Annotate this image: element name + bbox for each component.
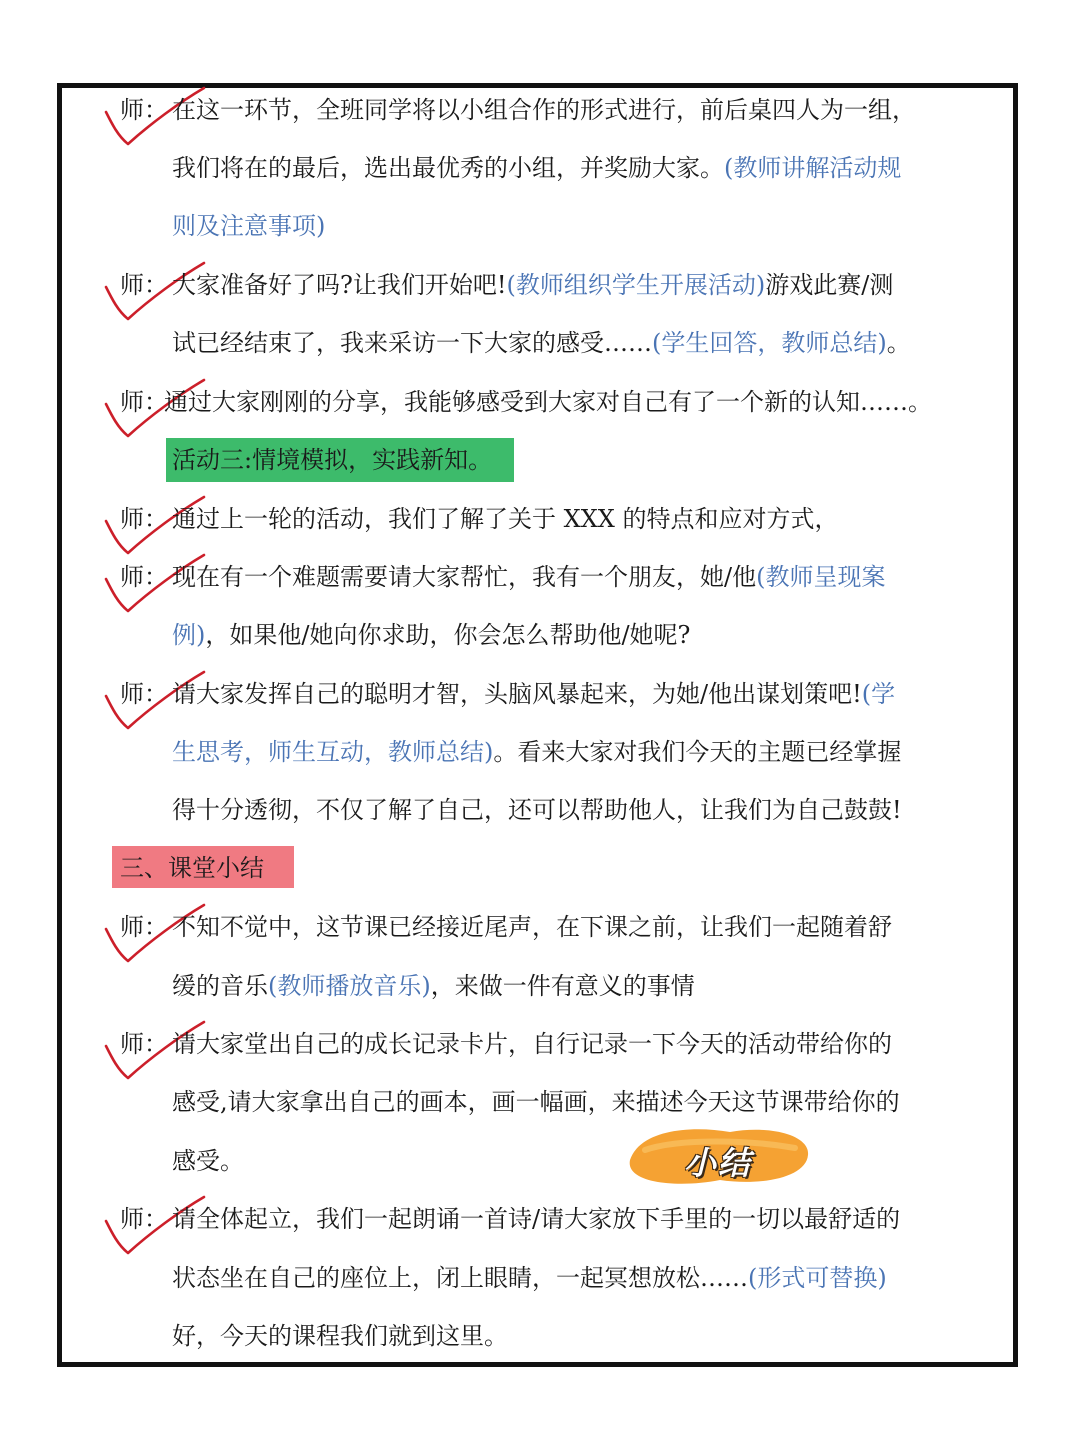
speaker-label: 师： [120,96,168,124]
dialogue-text: 得十分透彻，不仅了解了自己，还可以帮助他人，让我们为自己鼓鼓! [172,796,902,824]
section-heading: 三、课堂小结 [120,854,264,882]
dialogue-line [172,615,690,655]
teacher-note: (形式可替换) [748,1264,887,1292]
teacher-note: (学生回答，教师总结) [652,329,887,357]
dialogue-line [164,382,932,422]
dialogue-line [172,674,895,714]
dialogue-line [172,323,911,363]
dialogue-line [172,1258,887,1298]
speaker-label: 师： [120,1205,168,1233]
dialogue-text: 请大家堂出自己的成长记录卡片，自行记录一下今天的活动带给你的 [172,1030,892,1058]
dialogue-text: 在这一环节，全班同学将以小组合作的形式进行，前后桌四人为一组， [172,96,916,124]
dialogue-text: 。 [886,329,911,357]
dialogue-line [172,557,885,597]
dialogue-text: 请大家发挥自己的聪明才智，头脑风暴起来，为她/他出谋划策吧! [172,680,862,708]
teacher-note: (教师组织学生开展活动) [506,271,766,299]
dialogue-line [172,206,325,246]
dialogue-text: 大家准备好了吗?让我们开始吧! [172,271,507,299]
dialogue-text: 好，今天的课程我们就到这里。 [172,1322,508,1350]
dialogue-text: ，如果他/她向你求助，你会怎么帮助他/她呢? [205,621,691,649]
teacher-note: (教师播放音乐) [268,972,431,1000]
dialogue-text: 不知不觉中，这节课已经接近尾声，在下课之前，让我们一起随着舒 [172,913,892,941]
dialogue-line [172,1024,892,1064]
speaker-label: 师： [120,1030,168,1058]
dialogue-text: 游戏此赛/测 [765,271,894,299]
sticker-label: 小结 [684,1144,753,1182]
dialogue-text: 试已经结束了，我来采访一下大家的感受…… [172,329,652,357]
teacher-note: 则及注意事项) [172,212,326,240]
speaker-label: 师： [120,388,168,416]
dialogue-text: 通过上一轮的活动，我们了解了关于 XXX 的特点和应对方式， [172,505,839,533]
teacher-note: (学 [861,680,896,708]
dialogue-line [172,907,892,947]
speaker-label: 师： [120,505,168,533]
activity-heading: 活动三:情境模拟，实践新知。 [172,446,493,474]
speaker-label: 师： [120,913,168,941]
dialogue-text: 感受,请大家拿出自己的画本，画一幅画，来描述今天这节课带给你的 [172,1088,900,1116]
speaker-label: 师： [120,271,168,299]
dialogue-line [172,790,902,830]
dialogue-line [172,1199,900,1239]
dialogue-line [172,1316,508,1356]
dialogue-line [172,732,901,772]
speaker-label: 师： [120,680,168,708]
dialogue-text: 缓的音乐 [172,972,268,1000]
dialogue-text: 通过大家刚刚的分享，我能够感受到大家对自己有了一个新的认知……。 [164,388,932,416]
dialogue-text: 。看来大家对我们今天的主题已经掌握 [493,738,902,766]
dialogue-text: 请全体起立，我们一起朗诵一首诗/请大家放下手里的一切以最舒适的 [172,1205,901,1233]
dialogue-line [172,1082,900,1122]
dialogue-line [172,265,893,305]
dialogue-line [172,499,839,539]
teacher-note: (教师呈现案 [756,563,886,591]
speaker-label: 师： [120,563,168,591]
teacher-note: (教师讲解活动规 [724,154,902,182]
dialogue-text: 现在有一个难题需要请大家帮忙，我有一个朋友，她/他 [172,563,757,591]
dialogue-line [172,90,916,130]
dialogue-text: 我们将在的最后，选出最优秀的小组，并奖励大家。 [172,154,724,182]
dialogue-text: 状态坐在自己的座位上，闭上眼睛，一起冥想放松…… [172,1264,748,1292]
dialogue-line [172,1141,244,1181]
dialogue-line [172,148,901,188]
dialogue-line [172,966,695,1006]
teacher-note: 例) [172,621,206,649]
teacher-note: 生思考，师生互动，教师总结) [172,738,494,766]
dialogue-text: ，来做一件有意义的事情 [430,972,695,1000]
dialogue-text: 感受。 [172,1147,244,1175]
